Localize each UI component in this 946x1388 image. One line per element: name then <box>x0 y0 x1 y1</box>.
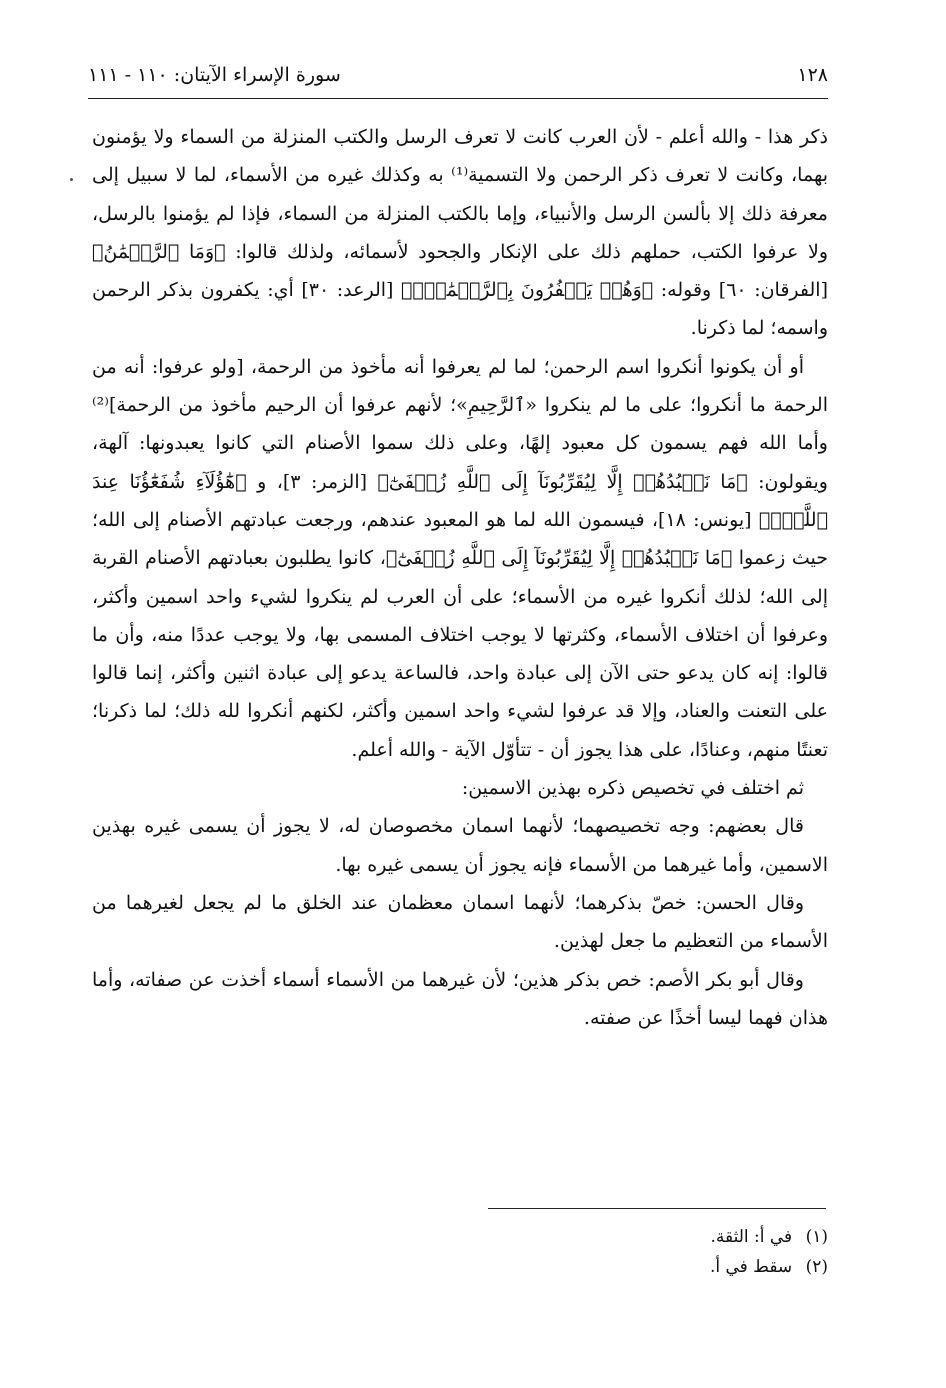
paragraph: قال بعضهم: وجه تخصيصهما؛ لأنهما اسمان مخصوصان له، لا يجوز أن يسمى غيره بهذين الاسمين، وأما غيرهما من الأسماء فإنه يجوز أن يسمى غيره بها. <box>92 815 828 876</box>
header-divider <box>88 98 828 99</box>
margin-dot <box>70 178 73 181</box>
paragraph: ثم اختلف في تخصيص ذكره بهذين الاسمين: <box>461 777 804 800</box>
footnote-divider <box>488 1208 826 1209</box>
main-text <box>92 118 828 1037</box>
footnote-marker: (٢) <box>805 1257 828 1277</box>
footnote <box>400 1252 828 1282</box>
running-title: سورة الإسراء الآيتان: ١١٠ - ١١١ <box>88 64 341 86</box>
paragraph: أو أن يكونوا أنكروا اسم الرحمن؛ لما لم يعرفوا أنه مأخوذ من الرحمة، [ولو عرفوا: أنه من الرحمة ما أنكروا؛ على ما لم ينكروا «ٱلرَّحِيمِ»؛ لأنهم عرفوا أن الرحيم مأخوذ من الرحمة]⁽²⁾ وأما الله فهم يسمون كل معبود إلهًا، وعلى ذلك سموا الأصنام التي كانوا يعبدونها: آلهة، ويقولون: ﴿مَا نَعۡبُدُهُمۡ إِلَّا لِيُقَرِّبُونَآ إِلَى ٱللَّهِ زُلۡفَىٰٓ﴾ [الزمر: ٣]، و ﴿هَٰٓؤُلَآءِ شُفَعَٰٓؤُنَا عِندَ ٱللَّهِۚ﴾ [يونس: ١٨]، فيسمون الله لما هو المعبود عندهم، ورجعت عبادتهم الأصنام إلى الله؛ حيث زعموا ﴿مَا نَعۡبُدُهُمۡ إِلَّا لِيُقَرِّبُونَآ إِلَى ٱللَّهِ زُلۡفَىٰٓ﴾، كانوا يطلبون بعبادتهم الأصنام القربة إلى الله؛ لذلك أنكروا غيره من الأسماء؛ على أن العرب لم ينكروا لشيء واحد اسمين وأكثر، وعرفوا أن اختلاف الأسماء، وكثرتها لا يوجب اختلاف المسمى بها، ولا يوجب عددًا منه، وأن ما قالوا: إنه كان يدعو حتى الآن إلى عبادة واحد، فالساعة يدعو إلى عبادة اثنين وأكثر، إنما قالوا على التعنت والعناد، وإلا قد عرفوا لشيء واحد اسمين وأكثر، لكنهم أنكروا لله ذلك؛ لما ذكرنا؛ تعنتًا منهم، وعنادًا، على هذا يجوز أن - تتأوّل الآية - والله أعلم. <box>92 355 828 761</box>
footnote <box>400 1222 828 1252</box>
page-number: ١٢٨ <box>797 64 828 86</box>
footnotes <box>400 1222 828 1282</box>
footnote-text: في أ: الثقة. <box>710 1227 793 1247</box>
page-header <box>88 56 828 94</box>
paragraph: ذكر هذا - والله أعلم - لأن العرب كانت لا تعرف الرسل والكتب المنزلة من السماء ولا يؤمنون بهما، وكانت لا تعرف ذكر الرحمن ولا التسمية⁽¹⁾ به وكذلك غيره من الأسماء، لما لا سبيل إلى معرفة ذلك إلا بألسن الرسل والأنبياء، وإما بالكتب المنزلة من السماء، فإذا لم يؤمنوا بالرسل، ولا عرفوا الكتب، حملهم ذلك على الإنكار والجحود لأسمائه، ولذلك قالوا: ﴿وَمَا ٱلرَّحۡمَٰنُ﴾ [الفرقان: ٦٠] وقوله: ﴿وَهُمۡ يَكۡفُرُونَ بِٱلرَّحۡمَٰنِۚ﴾ [الرعد: ٣٠] أي: يكفرون بذكر الرحمن واسمه؛ لما ذكرنا. <box>92 126 828 340</box>
footnote-text: سقط في أ. <box>709 1257 793 1277</box>
footnote-marker: (١) <box>805 1227 828 1247</box>
paragraph: وقال الحسن: خصّ بذكرهما؛ لأنهما اسمان معظمان عند الخلق ما لم يجعل لغيرهما من الأسماء من التعظيم ما جعل لهذين. <box>92 891 828 953</box>
paragraph: وقال أبو بكر الأصم: خص بذكر هذين؛ لأن غيرهما من الأسماء أسماء أخذت عن صفاته، وأما هذان فهما ليسا أخذًا عن صفته. <box>92 968 828 1029</box>
